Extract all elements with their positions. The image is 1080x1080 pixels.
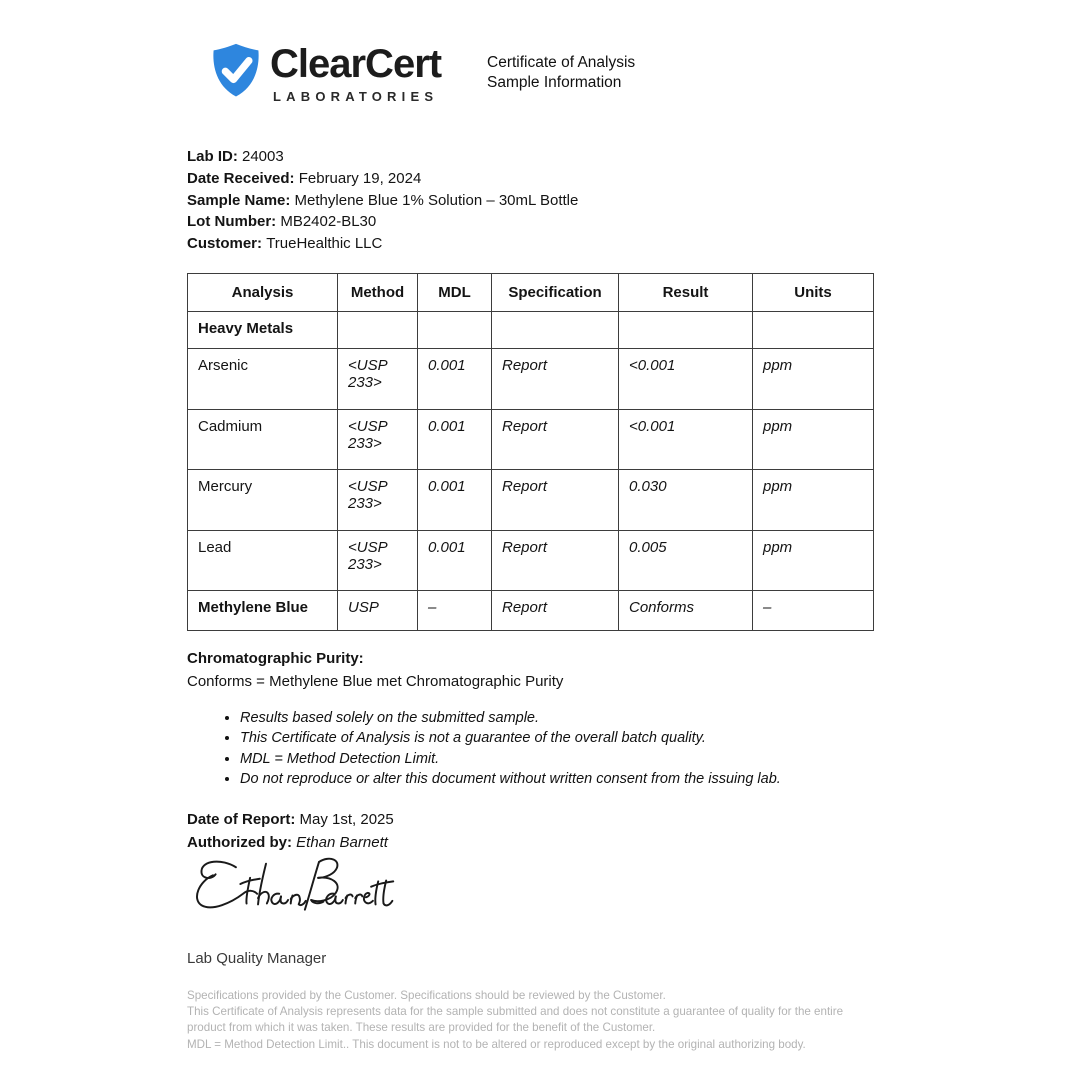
table-cell-method xyxy=(338,312,418,349)
table-cell-mdl: – xyxy=(418,591,492,631)
logo xyxy=(208,40,441,106)
brand-subtitle: LABORATORIES xyxy=(273,89,439,104)
table-cell-result: <0.001 xyxy=(619,349,753,410)
table-cell-result xyxy=(619,312,753,349)
table-cell-mdl: 0.001 xyxy=(418,470,492,531)
note-item: • MDL = Method Detection Limit. xyxy=(240,749,781,769)
table-body xyxy=(188,312,874,631)
table-header-row xyxy=(188,274,874,312)
sample-info-label: Lab ID: xyxy=(187,148,242,165)
table-row xyxy=(188,470,874,531)
authorized-label: Authorized by: xyxy=(187,833,292,851)
sample-info-label: Date Received: xyxy=(187,169,299,187)
table-cell-result: <0.001 xyxy=(619,410,753,470)
table-cell-analysis: Arsenic xyxy=(188,349,338,410)
table-cell-method: <USP 233> xyxy=(338,470,418,531)
table-cell-spec: Report xyxy=(492,349,619,410)
table-cell-result: 0.005 xyxy=(619,531,753,591)
table-cell-units: ppm xyxy=(753,470,874,531)
table-cell-mdl: 0.001 xyxy=(418,531,492,591)
footer-line: MDL = Method Detection Limit.. This document is not to be altered or reproduced except by the original authorizing body. xyxy=(187,1037,806,1051)
chromatographic-purity-title: Chromatographic Purity: xyxy=(187,650,364,667)
table-cell-analysis: Cadmium xyxy=(188,410,338,470)
footer-line: This Certificate of Analysis represents data for the sample submitted and does not constitute a guarantee of quality for the entire product from which it was taken. These results are provided for the benefit of the Customer. xyxy=(187,1005,844,1035)
table-cell-units: ppm xyxy=(753,349,874,410)
sample-info-label: Customer: xyxy=(187,235,267,253)
table-row xyxy=(188,531,874,591)
table-row xyxy=(188,312,874,349)
table-cell-units: ppm xyxy=(753,531,874,591)
notes-list xyxy=(187,708,781,789)
table-header-cell: MDL xyxy=(418,274,492,312)
sample-info-line: Customer: TrueHealthic LLC xyxy=(187,235,383,253)
table-cell-spec: Report xyxy=(492,410,619,470)
results-table xyxy=(187,273,874,631)
table-row xyxy=(188,591,874,631)
sample-info xyxy=(187,146,578,255)
table-cell-mdl: 0.001 xyxy=(418,410,492,470)
sample-info-label: Lot Number: xyxy=(187,213,281,231)
footer-line: Specifications provided by the Customer. Specifications should be reviewed by the Customer. xyxy=(187,989,666,1002)
sample-info-line: Sample Name: Methylene Blue 1% Solution – 30mL Bottle xyxy=(187,191,579,209)
table-cell-result: 0.030 xyxy=(619,470,753,531)
table-cell-analysis: Lead xyxy=(188,531,338,591)
document-type-line2: Sample Information xyxy=(487,73,622,91)
sample-info-line: Lot Number: MB2402-BL30 xyxy=(187,213,377,231)
table-cell-mdl: 0.001 xyxy=(418,349,492,410)
note-item: • This Certificate of Analysis is not a guarantee of the overall batch quality. xyxy=(240,728,781,748)
sample-info-label: Sample Name: xyxy=(187,191,295,209)
document-type xyxy=(487,53,635,92)
note-item: • Do not reproduce or alter this document without written consent from the issuing lab. xyxy=(240,769,781,789)
authorized-value: Ethan Barnett xyxy=(296,833,388,851)
table-cell-units: ppm xyxy=(753,410,874,470)
chromatographic-purity xyxy=(187,648,563,693)
table-cell-mdl xyxy=(418,312,492,349)
table-cell-analysis: Mercury xyxy=(188,470,338,531)
table-row xyxy=(188,410,874,470)
notes xyxy=(187,708,781,789)
report-date-label: Date of Report: xyxy=(187,811,296,828)
report-date-line xyxy=(187,809,394,832)
sample-info-line: Lab ID: 24003 xyxy=(187,148,284,165)
authorized-line xyxy=(187,832,394,855)
table-cell-units: – xyxy=(753,591,874,631)
sample-info-line: Date Received: February 19, 2024 xyxy=(187,169,422,187)
chromatographic-purity-text: Conforms = Methylene Blue met Chromatographic Purity xyxy=(187,672,564,690)
table-header-cell: Method xyxy=(338,274,418,312)
table-cell-units xyxy=(753,312,874,349)
signature-image xyxy=(190,856,395,928)
table-header-cell: Specification xyxy=(492,274,619,312)
table-cell-analysis: Heavy Metals xyxy=(188,312,338,349)
table-cell-method: <USP 233> xyxy=(338,410,418,470)
table-header-cell: Units xyxy=(753,274,874,312)
brand-block xyxy=(270,40,441,104)
table-cell-analysis: Methylene Blue xyxy=(188,591,338,631)
table-cell-method: USP xyxy=(338,591,418,631)
table-row xyxy=(188,349,874,410)
table-cell-spec: Report xyxy=(492,531,619,591)
table-cell-method: <USP 233> xyxy=(338,349,418,410)
report-date-value: May 1st, 2025 xyxy=(299,811,394,828)
table-cell-spec xyxy=(492,312,619,349)
table-cell-spec: Report xyxy=(492,470,619,531)
brand-name: ClearCert xyxy=(270,42,442,86)
table-header-cell: Analysis xyxy=(188,274,338,312)
table-cell-spec: Report xyxy=(492,591,619,631)
table-header-cell: Result xyxy=(619,274,753,312)
table-cell-method: <USP 233> xyxy=(338,531,418,591)
note-item: • Results based solely on the submitted sample. xyxy=(240,708,781,728)
role-title: Lab Quality Manager xyxy=(187,950,327,967)
shield-check-icon xyxy=(208,40,264,106)
footer-disclaimers xyxy=(187,988,879,1053)
table-cell-result: Conforms xyxy=(619,591,753,631)
report-block xyxy=(187,809,394,854)
document-type-line1: Certificate of Analysis xyxy=(487,54,636,71)
